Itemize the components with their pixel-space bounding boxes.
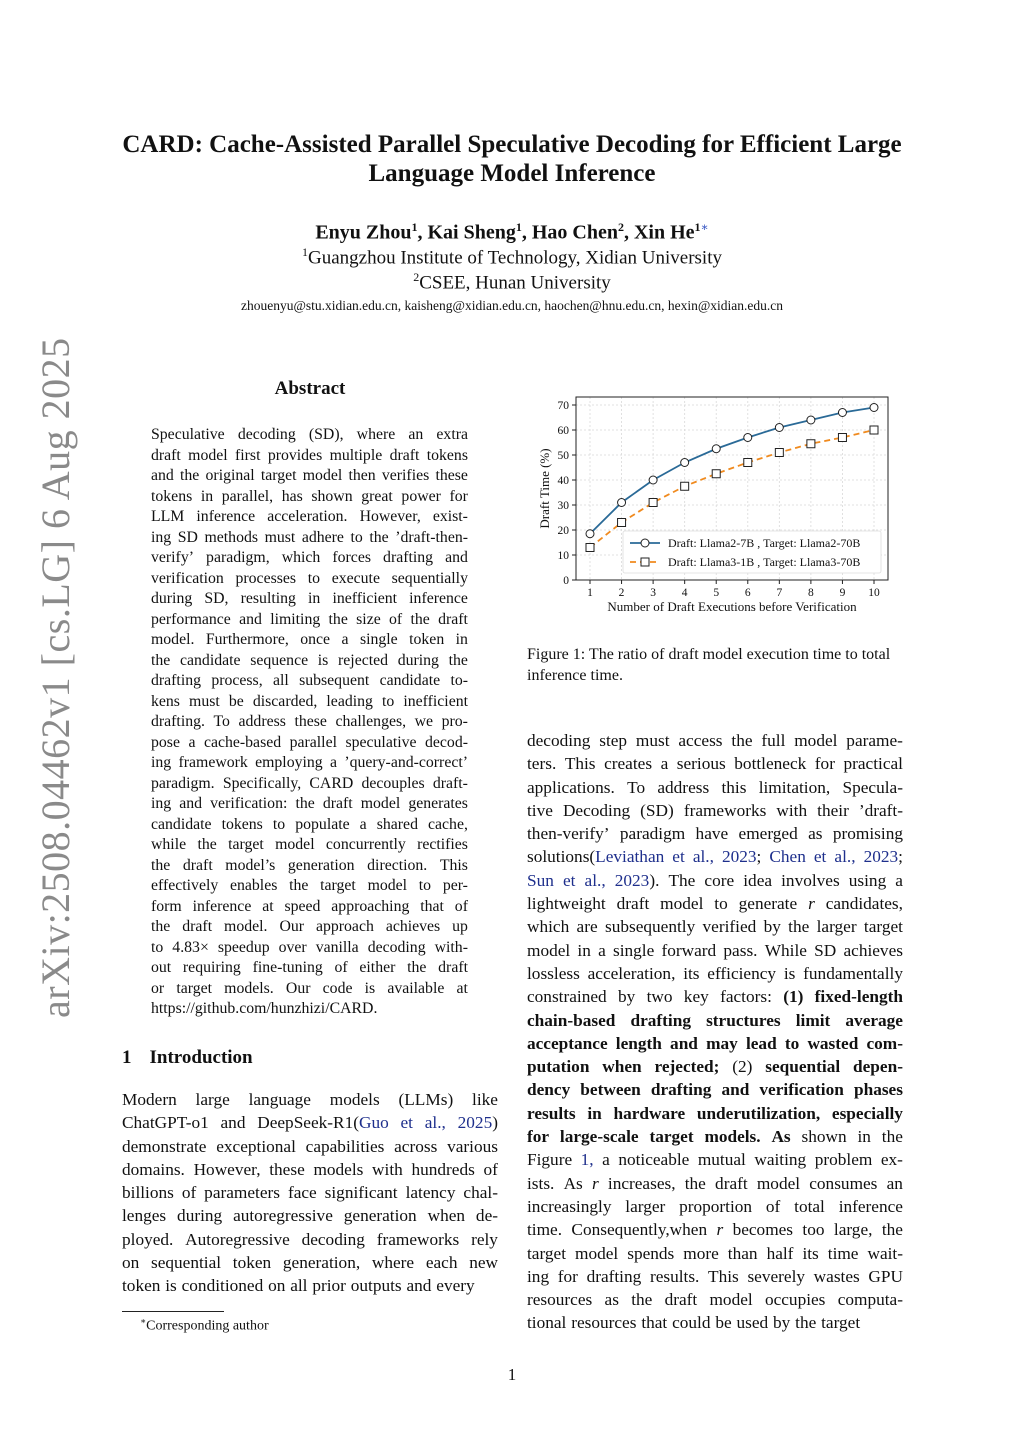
text-line: Figure 1, a noticeable mutual waiting problem ex- (527, 1150, 903, 1170)
text-line: dency between drafting and verification phases (527, 1080, 903, 1100)
author-emails: zhouenyu@stu.xidian.edu.cn, kaisheng@xidian.edu.cn, haochen@hnu.edu.cn, hexin@xidian.edu.cn (241, 298, 783, 313)
text-line: target model spends more than half its time wait- (527, 1243, 903, 1263)
text-line: on sequential token generation, where each new (122, 1253, 498, 1273)
text-line: ing framework employing a ’query-and-correct’ (151, 754, 468, 771)
x-tick-label: 4 (681, 587, 688, 599)
data-point (586, 530, 594, 538)
data-point (586, 544, 594, 552)
x-tick-label: 2 (618, 587, 625, 599)
y-tick-label: 70 (557, 400, 569, 412)
text-line: lenges during autoregressive generation when de- (122, 1206, 498, 1226)
introduction-body (122, 1088, 498, 1298)
x-tick-label: 9 (839, 587, 846, 599)
text-line: time. Consequently,when r becomes too large, the (527, 1220, 903, 1240)
affiliation-text: Guangzhou Institute of Technology, Xidian University (308, 247, 722, 269)
text-line: performance and limiting the size of the draft (151, 610, 468, 628)
text-line: while the target model concurrently rectifies (151, 836, 468, 853)
text-line: ing for drafting results. This severely wastes GPU (527, 1266, 903, 1286)
y-tick-label: 20 (557, 525, 569, 537)
text-line: tokens in parallel, has shown great power for (151, 487, 468, 505)
text-line: ists. As r increases, the draft model consumes an (527, 1173, 903, 1193)
author-name: Hao Chen (531, 221, 618, 244)
footnote (140, 1316, 269, 1335)
text-line: candidate tokens to populate a shared cache, (151, 815, 468, 833)
data-point (618, 499, 626, 507)
footnote-text: Corresponding author (146, 1318, 269, 1334)
title-line-2: Language Model Inference (368, 160, 656, 187)
text-line: tional resources that could be used by the target (527, 1313, 861, 1333)
text-line: for large-scale target models. As shown in the (527, 1127, 903, 1147)
x-tick-label: 10 (868, 587, 880, 599)
text-line: then-verify’ paradigm have emerged as promising (527, 824, 903, 844)
text-line: and the original target model then verifies these (151, 467, 468, 484)
text-line: token is conditioned on all prior outputs and every (122, 1276, 475, 1296)
author-affiliation-mark: 2 (617, 220, 624, 234)
author-list: Enyu Zhou$^1$, Kai Sheng$^1$, Hao Chen$^2$, Xin $He^{1∗}$ (315, 220, 709, 244)
author-name: Kai Sheng (427, 221, 516, 244)
text-line: domains. However, these models with hundreds of (122, 1159, 498, 1179)
author-affiliation-mark: 1 (411, 220, 418, 234)
text-line: ChatGPT-o1 and DeepSeek-R1(Guo et al., 2025) (122, 1113, 498, 1133)
author-name: Xin He (633, 221, 695, 244)
text-line: drafting. To address these challenges, we pro- (151, 713, 468, 730)
text-line: Speculative decoding (SD), where an extra (151, 426, 468, 443)
author-affiliation-mark: 1 (694, 220, 701, 234)
text-line: Sun et al., 2023). The core idea involves using a (527, 870, 903, 890)
data-point (649, 499, 657, 507)
y-tick-label: 60 (557, 425, 569, 437)
data-point (712, 470, 720, 478)
x-tick-label: 1 (587, 587, 593, 599)
affiliation-number: 2 (413, 270, 420, 284)
y-tick-label: 50 (557, 450, 569, 462)
legend-marker (641, 539, 649, 547)
text-line: pose a cache-based parallel speculative decod- (151, 733, 468, 751)
data-point (775, 424, 783, 432)
section-number: 1 (122, 1047, 132, 1068)
text-line: which are subsequently verified by the larger target (527, 917, 903, 937)
x-tick-label: 3 (650, 587, 656, 599)
y-tick-label: 10 (557, 550, 569, 562)
text-line: paradigm. Specifically, CARD decouples draft- (151, 774, 468, 792)
data-point (744, 459, 752, 467)
text-line: LLM inference acceleration. However, exist- (151, 508, 468, 525)
data-point (649, 476, 657, 484)
data-point (870, 426, 878, 434)
y-tick-label: 0 (563, 575, 569, 587)
text-line: decoding step must access the full model parame- (527, 731, 903, 750)
arxiv-identifier-stamp: arXiv:2508.04462v1 [cs.LG] 6 Aug 2025 (33, 337, 78, 1018)
text-line: the draft model. Our approach achieves up (151, 918, 468, 935)
text-line: ing and verification: the draft model generates (151, 795, 468, 812)
legend-marker (641, 558, 649, 566)
draft-time-line-chart (528, 385, 904, 615)
text-line: kens must be discarded, leading to inefficient (151, 692, 468, 710)
text-line: lossless acceleration, its efficiency is fundamentally (527, 963, 903, 983)
text-line: effectively enables the target model to per- (151, 877, 468, 894)
legend-label: Draft: Llama2-7B , Target: Llama2-70B (668, 536, 861, 550)
affiliation-1 (80, 245, 944, 269)
y-tick-label: 30 (557, 500, 569, 512)
text-line: ing SD methods must adhere to the ’draft-then- (151, 528, 468, 546)
data-point (681, 459, 689, 467)
text-line: verification processes to execute sequentially (151, 569, 468, 587)
footnote-divider (122, 1311, 224, 1312)
text-line: out requiring fine-tuning of either the draft (151, 959, 468, 976)
affiliation-number: 1 (302, 245, 309, 259)
x-tick-label: 7 (776, 587, 783, 599)
data-point (807, 416, 815, 424)
y-axis-label: Draft Time (%) (537, 448, 552, 529)
text-line: https://github.com/hunzhizi/CARD. (151, 1000, 378, 1017)
data-point (681, 482, 689, 490)
text-line: ters. This creates a serious bottleneck for practical (527, 754, 903, 774)
data-point (807, 440, 815, 448)
text-line: to 4.83× speedup over vanilla decoding with- (151, 938, 468, 956)
text-line: during SD, resulting in inefficient inference (151, 590, 468, 607)
text-line: constrained by two key factors: (1) fixed-length (527, 987, 903, 1007)
legend-label: Draft: Llama3-1B , Target: Llama3-70B (668, 555, 861, 569)
figure-caption: Figure 1: The ratio of draft model execution time to total inference time. (527, 646, 891, 684)
data-point (838, 409, 846, 417)
text-line: the draft model’s generation direction. This (151, 856, 468, 874)
data-point (775, 449, 783, 457)
text-line: solutions(Leviathan et al., 2023; Chen et al., 2023; (527, 847, 903, 867)
text-line: acceptance length and may lead to wasted com- (527, 1033, 903, 1053)
text-line: model. Furthermore, once a single token in (151, 631, 468, 648)
text-line: form inference at speed approaching that of (151, 897, 468, 915)
introduction-heading (122, 1047, 253, 1069)
corresponding-author-mark[interactable]: ∗ (700, 220, 709, 234)
text-line: applications. To address this limitation, Specula- (527, 777, 903, 797)
text-line: putation when rejected; (2) sequential depen- (527, 1057, 903, 1077)
footnote-mark: ∗ (140, 1316, 147, 1326)
text-line: lightweight draft model to generate r candidates, (527, 894, 903, 914)
data-point (744, 434, 752, 442)
text-line: draft model first provides multiple draft tokens (151, 446, 468, 464)
text-line: the candidate sequence is rejected during the (151, 651, 468, 669)
text-line: results in hardware underutilization, especially (527, 1103, 903, 1123)
page-number: 1 (507, 1365, 517, 1384)
text-line: Modern large language models (LLMs) like (122, 1090, 498, 1109)
abstract-body (151, 425, 468, 1020)
text-line: tive Decoding (SD) frameworks with their ’draft- (527, 800, 903, 820)
paper-title (80, 130, 944, 188)
text-line: verify’ paradigm, which forces drafting and (151, 549, 468, 566)
x-tick-label: 5 (713, 587, 720, 599)
text-line: demonstrate exceptional capabilities across various (122, 1136, 498, 1156)
x-axis-label: Number of Draft Executions before Verification (607, 599, 857, 614)
text-line: increasingly larger proportion of total inference (527, 1196, 903, 1216)
affiliation-2 (80, 270, 944, 294)
data-point (838, 434, 846, 442)
data-point (618, 519, 626, 527)
author-affiliation-mark: 1 (515, 220, 522, 234)
text-line: ployed. Autoregressive decoding frameworks rely (122, 1229, 498, 1249)
data-point (870, 404, 878, 412)
abstract-heading: Abstract (274, 378, 346, 399)
text-line: billions of parameters face significant latency chal- (122, 1183, 498, 1203)
text-line: model in a single forward pass. While SD achieves (527, 940, 903, 960)
text-line: resources as the draft model occupies computa- (527, 1290, 903, 1310)
text-line: or target models. Our code is available at (151, 979, 468, 997)
text-line: drafting process, all subsequent candidate to- (151, 672, 468, 689)
text-line: chain-based drafting structures limit average (527, 1010, 903, 1030)
y-tick-label: 40 (557, 475, 569, 487)
affiliation-text: CSEE, Hunan University (419, 272, 611, 294)
title-line-1: CARD: Cache-Assisted Parallel Speculative Decoding for Efficient Large (122, 131, 902, 158)
right-column-body (527, 729, 903, 1335)
section-title: Introduction (149, 1047, 253, 1068)
x-tick-label: 8 (808, 587, 814, 599)
x-tick-label: 6 (744, 587, 751, 599)
data-point (712, 445, 720, 453)
author-name: Enyu Zhou (315, 221, 412, 244)
